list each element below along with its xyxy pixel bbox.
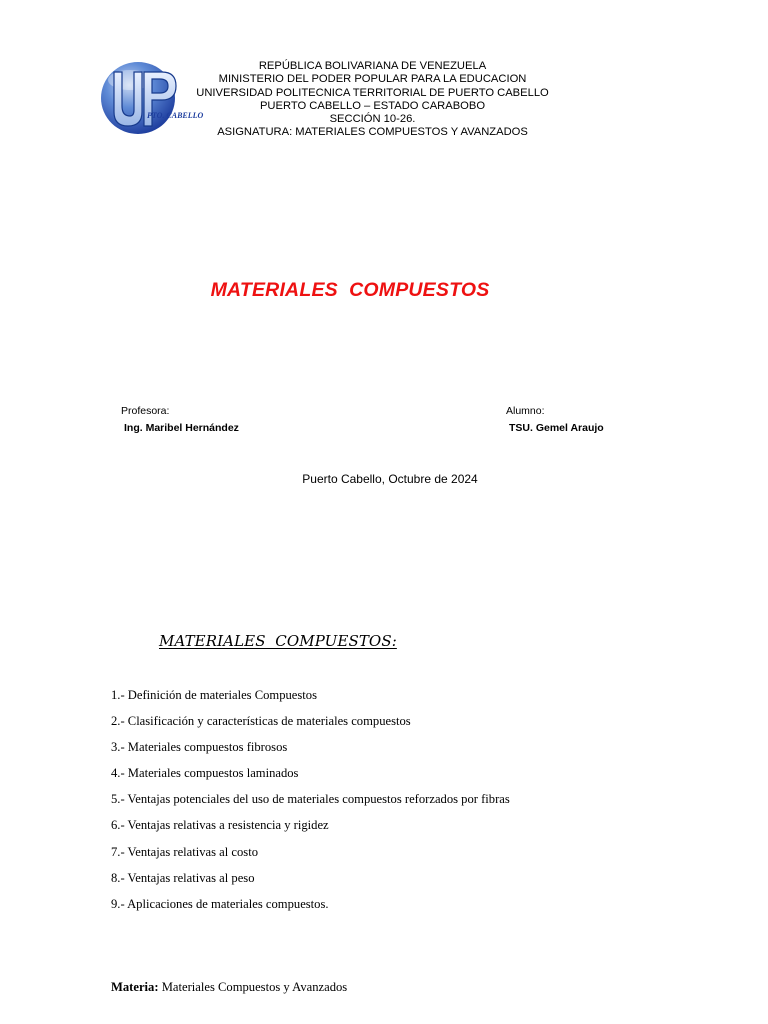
list-item: 7.- Ventajas relativas al costo [111,844,258,859]
topic-list [111,688,510,923]
professor-name: Ing. Maribel Hernández [124,422,239,434]
list-item: 1.- Definición de materiales Compuestos [111,688,317,702]
logo-caption: PTO. CABELLO [147,111,204,120]
header-line: ASIGNATURA: MATERIALES COMPUESTOS Y AVANZADOS [217,126,528,139]
subject-label: Materia: [111,980,159,994]
subject-value: Materiales Compuestos y Avanzados [161,980,348,994]
index-heading: MATERIALES COMPUESTOS: [159,632,397,650]
subject-line [111,980,347,995]
list-item: 4.- Materiales compuestos laminados [111,766,299,781]
header-line: MINISTERIO DEL PODER POPULAR PARA LA EDUCACION [218,73,527,86]
header-line: UNIVERSIDAD POLITECNICA TERRITORIAL DE PUERTO CABELLO [196,86,549,99]
professor-label: Profesora: [121,405,170,417]
header-line: SECCIÓN 10-26. [329,113,416,126]
header-line: REPÚBLICA BOLIVARIANA DE VENEZUELA [258,60,487,72]
document-title: MATERIALES COMPUESTOS [210,279,490,301]
list-item: 3.- Materiales compuestos fibrosos [111,740,288,755]
list-item: 5.- Ventajas potenciales del uso de materiales compuestos reforzados por fibras [111,792,510,807]
place-date: Puerto Cabello, Octubre de 2024 [302,472,478,486]
document-header [150,60,595,140]
list-item: 2.- Clasificación y características de materiales compuestos [111,714,411,729]
list-item: 6.- Ventajas relativas a resistencia y rigidez [111,818,329,833]
student-label: Alumno: [506,405,545,417]
list-item: 8.- Ventajas relativas al peso [111,870,255,885]
header-line: PUERTO CABELLO – ESTADO CARABOBO [259,99,486,112]
list-item: 9.- Aplicaciones de materiales compuestos. [111,896,329,911]
student-name: TSU. Gemel Araujo [509,422,604,434]
